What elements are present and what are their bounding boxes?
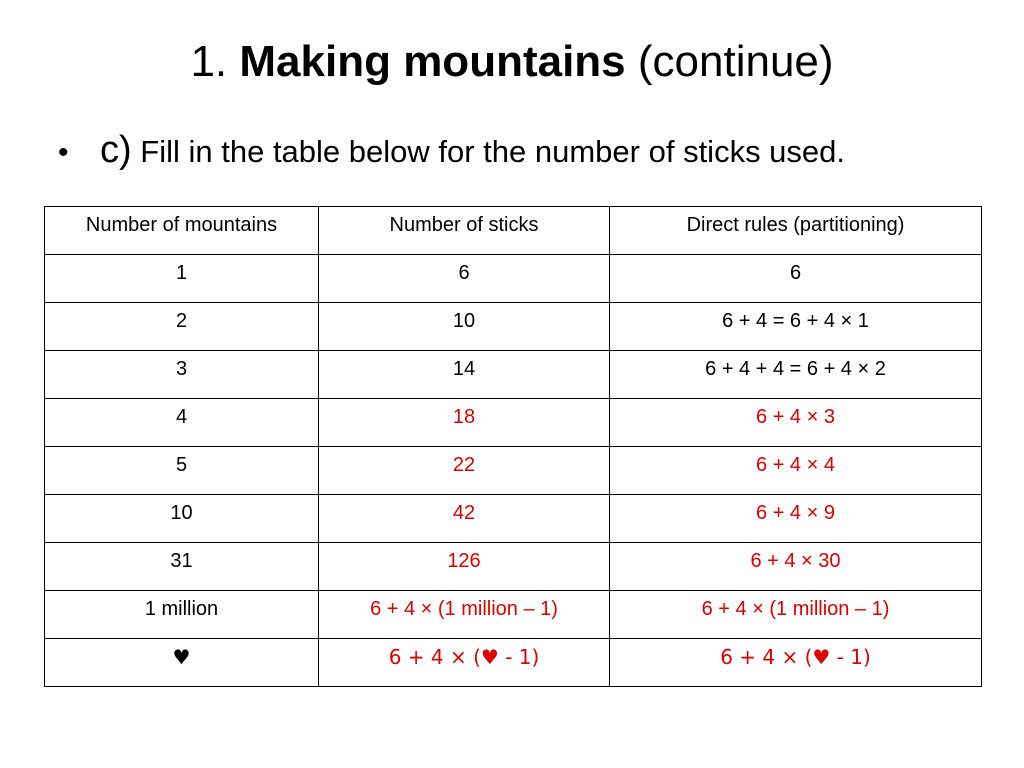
cell-sticks-answer: 42 [319, 495, 610, 543]
cell-sticks: 6 [319, 255, 610, 303]
table-row [45, 495, 982, 543]
bullet-icon: • [58, 136, 69, 169]
table-row [45, 255, 982, 303]
cell-sticks-answer: 6 + 4 × (♥ - 1) [319, 639, 610, 687]
bullet-instruction [58, 126, 845, 177]
table-row [45, 639, 982, 687]
cell-mountains: 5 [45, 447, 319, 495]
cell-sticks: 14 [319, 351, 610, 399]
cell-mountains: 10 [45, 495, 319, 543]
cell-rule-answer: 6 + 4 × 3 [610, 399, 982, 447]
cell-sticks: 10 [319, 303, 610, 351]
cell-mountains: 1 million [45, 591, 319, 639]
cell-rule: 6 + 4 + 4 = 6 + 4 × 2 [610, 351, 982, 399]
cell-rule: 6 [610, 255, 982, 303]
cell-sticks-answer: 126 [319, 543, 610, 591]
cell-rule-answer: 6 + 4 × 30 [610, 543, 982, 591]
slide-title [0, 34, 1024, 90]
cell-rule: 6 + 4 = 6 + 4 × 1 [610, 303, 982, 351]
cell-rule-answer: 6 + 4 × (1 million – 1) [610, 591, 982, 639]
cell-rule-answer: 6 + 4 × (♥ - 1) [610, 639, 982, 687]
cell-rule-answer: 6 + 4 × 4 [610, 447, 982, 495]
bullet-text: Fill in the table below for the number of sticks used. [140, 134, 846, 169]
cell-mountains: 3 [45, 351, 319, 399]
table-row [45, 399, 982, 447]
table-row [45, 543, 982, 591]
cell-sticks-answer: 22 [319, 447, 610, 495]
cell-mountains: 1 [45, 255, 319, 303]
table-row [45, 303, 982, 351]
header-rule: Direct rules (partitioning) [610, 207, 982, 255]
cell-rule-answer: 6 + 4 × 9 [610, 495, 982, 543]
table-header-row [45, 207, 982, 255]
title-number: 1. [190, 37, 228, 86]
title-rest: (continue) [637, 37, 834, 86]
table-row [45, 351, 982, 399]
title-bold: Making mountains [239, 37, 626, 86]
cell-mountains-heart: ♥ [45, 639, 319, 687]
cell-mountains: 31 [45, 543, 319, 591]
cell-sticks-answer: 18 [319, 399, 610, 447]
table-row [45, 447, 982, 495]
sticks-table [44, 206, 982, 687]
table-row [45, 591, 982, 639]
cell-mountains: 4 [45, 399, 319, 447]
header-sticks: Number of sticks [319, 207, 610, 255]
bullet-letter: c) [100, 129, 132, 171]
cell-sticks-answer: 6 + 4 × (1 million – 1) [319, 591, 610, 639]
header-mountains: Number of mountains [45, 207, 319, 255]
cell-mountains: 2 [45, 303, 319, 351]
